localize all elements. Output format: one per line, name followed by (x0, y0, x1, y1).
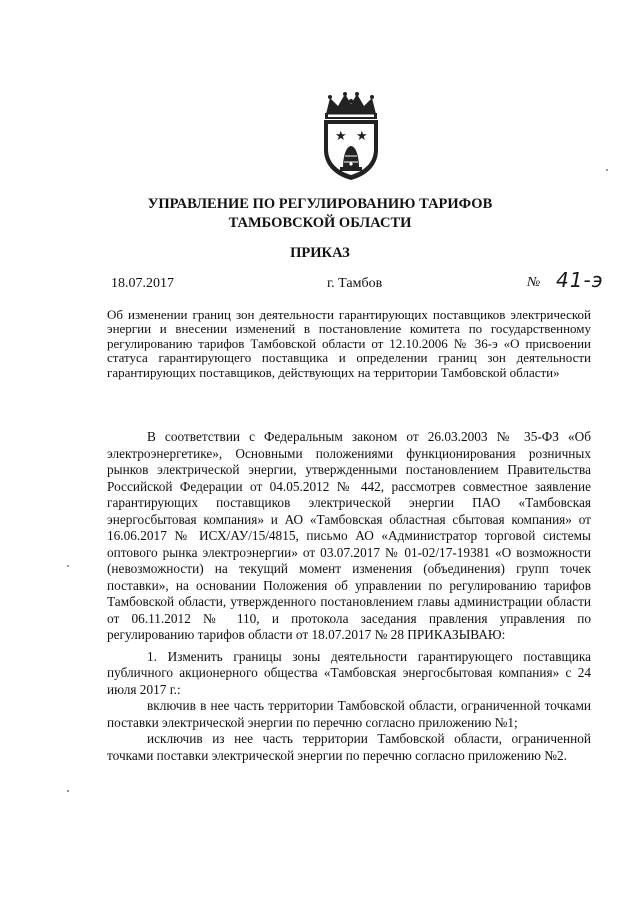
document-date: 18.07.2017 (111, 276, 174, 291)
scan-speck (67, 790, 69, 792)
item-1-paragraph: 1. Изменить границы зоны деятельности гарантирующего поставщика публичного акционерного общества «Тамбовская энергосбытовая компания» с 24 июля 2017 г.: (107, 648, 591, 697)
item-1-exclude-paragraph: исключив из нее часть территории Тамбовской области, ограниченной точками поставки электрической энергии по перечню согласно приложению №2. (107, 731, 591, 763)
tambov-coat-of-arms-icon (318, 92, 384, 182)
document-body (107, 429, 591, 764)
document-type: ПРИКАЗ (290, 245, 350, 261)
document-city: г. Тамбов (327, 276, 383, 291)
document-number-label: № (527, 275, 541, 290)
preamble-paragraph: В соответствии с Федеральным законом от 26.03.2003 № 35-ФЗ «Об электроэнергетике», Основными положениями функционирования розничных рынков электрической энергии, утвержденными постановлением Правительства Российской Федерации от 04.05.2012 № 442, рассмотрев совместное заявление гарантирующих поставщиков электрической энергии ПАО «Тамбовская энергосбытовая компания» и АО «Тамбовская областная сбытовая компания» от 16.06.2017 № ИСХ/АУ/15/4815, письмо АО «Администратор торговой системы оптового рынка электроэнергии» от 03.07.2017 № 01-02/17-19381 «О возможности (невозможности) на текущий момент изменения (объединения) групп точек поставки», на основании Положения об управлении по регулированию тарифов Тамбовской области, утвержденного постановлением главы администрации области от 06.11.2012 № 110, и протокола заседания правления управления по регулированию тарифов области от 18.07.2017 № 28 ПРИКАЗЫВАЮ: (107, 429, 591, 642)
svg-text:★: ★ (335, 129, 347, 144)
organization-region: ТАМБОВСКОЙ ОБЛАСТИ (228, 215, 412, 231)
item-1-include-paragraph: включив в нее часть территории Тамбовской области, ограниченной точками поставки электрической энергии по перечню согласно приложению №1; (107, 698, 591, 730)
document-subject: Об изменении границ зон деятельности гарантирующих поставщиков электрической энергии и внесении изменений в постановление комитета по государственному регулированию тарифов Тамбовской области от 12.10.2006 № 36-э «О присвоении статуса гарантирующего поставщика и определении границ зон деятельности гарантирующих поставщиков, действующих на территории Тамбовской области» (107, 307, 591, 380)
scan-speck (67, 565, 69, 567)
scan-speck (606, 169, 608, 171)
svg-text:★: ★ (356, 129, 368, 144)
document-number-handwritten: 41-э (556, 268, 604, 292)
organization-name: УПРАВЛЕНИЕ ПО РЕГУЛИРОВАНИЮ ТАРИФОВ (147, 196, 493, 212)
